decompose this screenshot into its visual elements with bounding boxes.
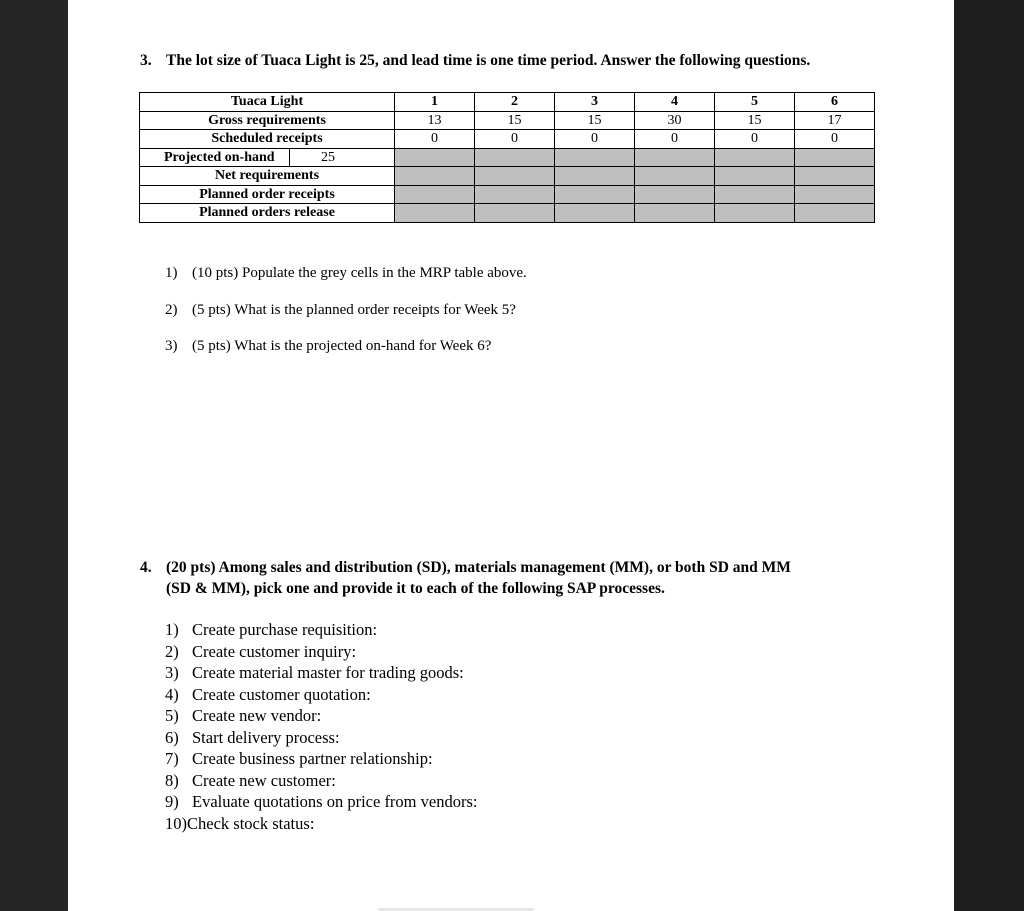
grey-cell[interactable] xyxy=(395,204,475,223)
sched-cell: 0 xyxy=(635,130,715,149)
row-label-split xyxy=(140,148,395,167)
grey-cell[interactable] xyxy=(795,167,875,186)
sched-cell: 0 xyxy=(475,130,555,149)
grey-cell[interactable] xyxy=(395,167,475,186)
mrp-table xyxy=(139,92,875,223)
list-item: 3) Create material master for trading goods: xyxy=(165,663,464,682)
grey-cell[interactable] xyxy=(555,185,635,204)
grey-cell[interactable] xyxy=(395,185,475,204)
sched-cell: 0 xyxy=(395,130,475,149)
row-label: Planned orders release xyxy=(140,204,395,223)
grey-cell[interactable] xyxy=(395,148,475,167)
row-label: Planned order receipts xyxy=(140,185,395,204)
list-item: 1) (10 pts) Populate the grey cells in the MRP table above. xyxy=(165,265,527,281)
sap-process-list xyxy=(165,619,477,834)
sched-cell: 0 xyxy=(715,130,795,149)
grey-cell[interactable] xyxy=(795,185,875,204)
grey-cell[interactable] xyxy=(475,148,555,167)
list-item: 10)Check stock status: xyxy=(165,813,315,833)
question-3-subquestions xyxy=(165,264,527,355)
list-item: 9) Evaluate quotations on price from vendors: xyxy=(165,792,478,811)
question-3-number: 3. xyxy=(140,52,152,69)
gross-cell: 17 xyxy=(795,111,875,130)
initial-on-hand: 25 xyxy=(321,149,335,165)
gross-requirements-row xyxy=(140,111,875,130)
sched-cell: 0 xyxy=(555,130,635,149)
question-4-line2: (SD & MM), pick one and provide it to each of the following SAP processes. xyxy=(166,580,665,597)
grey-cell[interactable] xyxy=(795,204,875,223)
planned-order-receipts-row xyxy=(140,185,875,204)
grey-cell[interactable] xyxy=(555,167,635,186)
sched-cell: 0 xyxy=(795,130,875,149)
grey-cell[interactable] xyxy=(715,167,795,186)
period-header: 3 xyxy=(555,93,635,112)
grey-cell[interactable] xyxy=(555,204,635,223)
gross-cell: 15 xyxy=(475,111,555,130)
gross-cell: 13 xyxy=(395,111,475,130)
period-header: 5 xyxy=(715,93,795,112)
grey-cell[interactable] xyxy=(715,204,795,223)
grey-cell[interactable] xyxy=(635,148,715,167)
grey-cell[interactable] xyxy=(635,185,715,204)
item-name-cell: Tuaca Light xyxy=(140,93,395,112)
list-item: 8) Create new customer: xyxy=(165,770,336,790)
period-header: 2 xyxy=(475,93,555,112)
gross-cell: 30 xyxy=(635,111,715,130)
grey-cell[interactable] xyxy=(635,204,715,223)
planned-orders-release-row xyxy=(140,204,875,223)
list-item: 5) Create new vendor: xyxy=(165,706,322,725)
grey-cell[interactable] xyxy=(715,148,795,167)
row-label: Scheduled receipts xyxy=(140,130,395,149)
question-3-text: The lot size of Tuaca Light is 25, and lead time is one time period. Answer the following questions. xyxy=(166,52,811,69)
grey-cell[interactable] xyxy=(475,167,555,186)
row-label: Gross requirements xyxy=(140,111,395,130)
net-requirements-row xyxy=(140,167,875,186)
question-4-number: 4. xyxy=(140,559,152,576)
viewer-gutter xyxy=(954,0,1024,911)
period-header: 6 xyxy=(795,93,875,112)
question-4-line1: (20 pts) Among sales and distribution (SD), materials management (MM), or both SD and MM xyxy=(166,559,791,576)
list-item: 3) (5 pts) What is the projected on-hand for Week 6? xyxy=(165,338,492,354)
grey-cell[interactable] xyxy=(555,148,635,167)
list-item: 4) Create customer quotation: xyxy=(165,684,371,704)
period-header: 1 xyxy=(395,93,475,112)
period-header: 4 xyxy=(635,93,715,112)
grey-cell[interactable] xyxy=(475,204,555,223)
list-item: 2) Create customer inquiry: xyxy=(165,641,357,661)
list-item: 2) (5 pts) What is the planned order receipts for Week 5? xyxy=(165,302,516,318)
list-item: 6) Start delivery process: xyxy=(165,727,340,747)
projected-on-hand-row xyxy=(140,148,875,167)
list-item: 1) Create purchase requisition: xyxy=(165,620,378,639)
grey-cell[interactable] xyxy=(795,148,875,167)
document-page xyxy=(68,0,954,911)
grey-cell[interactable] xyxy=(475,185,555,204)
gross-cell: 15 xyxy=(555,111,635,130)
scheduled-receipts-row xyxy=(140,130,875,149)
list-item: 7) Create business partner relationship: xyxy=(165,749,433,768)
grey-cell[interactable] xyxy=(715,185,795,204)
table-header-row xyxy=(140,93,875,112)
gross-cell: 15 xyxy=(715,111,795,130)
row-label: Net requirements xyxy=(140,167,395,186)
row-label: Projected on-hand xyxy=(140,149,290,167)
grey-cell[interactable] xyxy=(635,167,715,186)
